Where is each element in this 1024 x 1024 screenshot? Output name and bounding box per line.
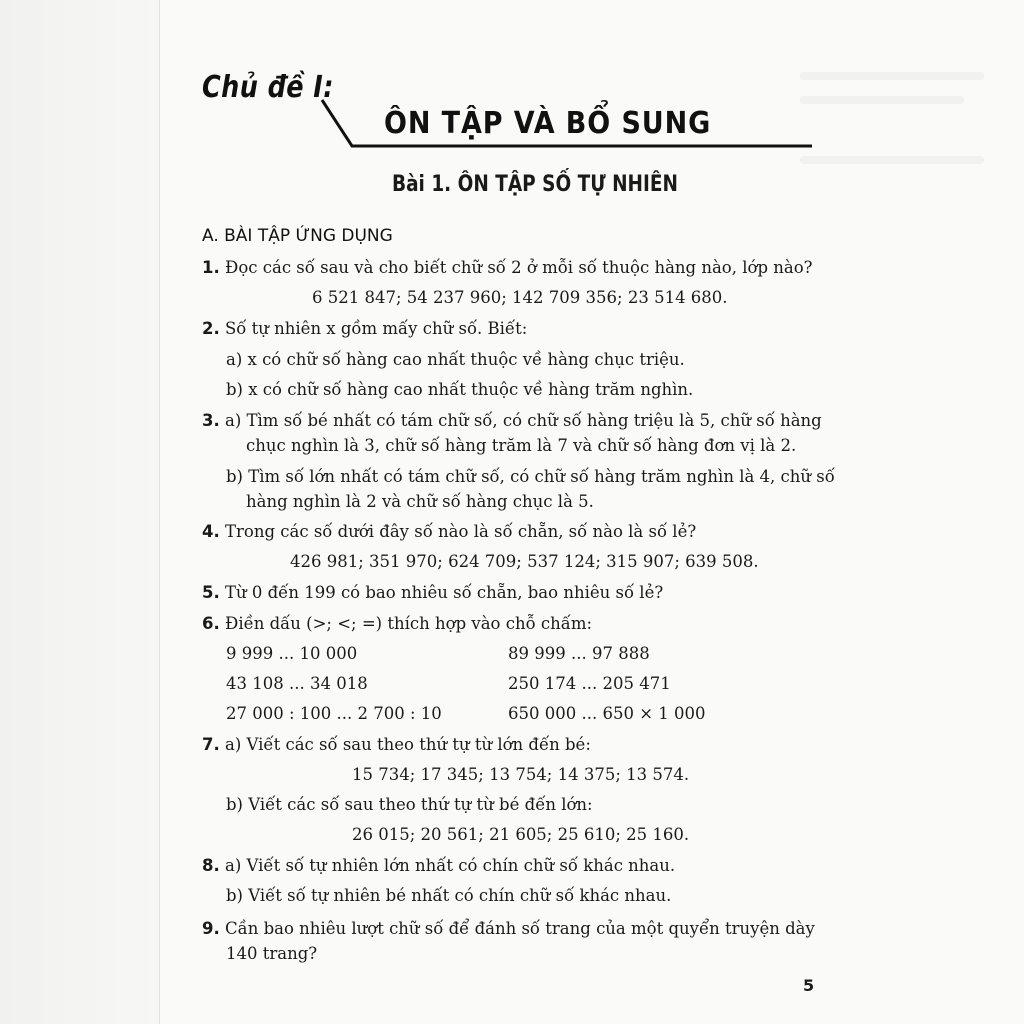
exercise-3a-line1: a) Tìm số bé nhất có tám chữ số, có chữ số hàng triệu là 5, chữ số hàng (225, 411, 822, 430)
exercise-8a (202, 855, 675, 877)
exercise-number: 9. (202, 919, 220, 938)
exercise-7a (202, 734, 591, 756)
exercise-number: 7. (202, 735, 220, 754)
comparison-right-1: 89 999 ... 97 888 (508, 644, 650, 663)
exercise-5 (202, 582, 663, 604)
comparison-left-1: 9 999 ... 10 000 (226, 644, 358, 663)
comparison-right-2: 250 174 ... 205 471 (508, 674, 671, 693)
exercise-number: 1. (202, 258, 220, 277)
exercise-number: 5. (202, 583, 220, 602)
exercise-1-numbers: 6 521 847; 54 237 960; 142 709 356; 23 514 680. (312, 288, 728, 307)
exercise-text: a) Viết các số sau theo thứ tự từ lớn đến bé: (225, 735, 591, 754)
exercise-text: a) Viết số tự nhiên lớn nhất có chín chữ số khác nhau. (225, 856, 676, 875)
exercise-2b: b) x có chữ số hàng cao nhất thuộc về hàng trăm nghìn. (226, 380, 694, 399)
exercise-number: 8. (202, 856, 220, 875)
exercise-4-numbers: 426 981; 351 970; 624 709; 537 124; 315 907; 639 508. (290, 552, 759, 571)
exercise-2 (202, 318, 527, 340)
exercise-text: Đọc các số sau và cho biết chữ số 2 ở mỗi số thuộc hàng nào, lớp nào? (225, 258, 813, 277)
page-number: 5 (803, 976, 815, 995)
exercise-8b: b) Viết số tự nhiên bé nhất có chín chữ số khác nhau. (226, 886, 672, 905)
exercise-2a: a) x có chữ số hàng cao nhất thuộc về hàng chục triệu. (226, 350, 685, 369)
exercise-text: Số tự nhiên x gồm mấy chữ số. Biết: (225, 319, 528, 338)
exercise-text: Điền dấu (>; <; =) thích hợp vào chỗ chấm: (225, 614, 593, 633)
exercise-number: 4. (202, 522, 220, 541)
exercise-7b-numbers: 26 015; 20 561; 21 605; 25 610; 25 160. (352, 825, 690, 844)
exercise-4 (202, 521, 696, 543)
exercise-number: 6. (202, 614, 220, 633)
exercise-6 (202, 613, 592, 635)
chapter-title: ÔN TẬP VÀ BỔ SUNG (384, 106, 712, 141)
exercise-7a-numbers: 15 734; 17 345; 13 754; 14 375; 13 574. (352, 765, 690, 784)
exercise-3b-line1: b) Tìm số lớn nhất có tám chữ số, có chữ số hàng trăm nghìn là 4, chữ số (226, 467, 835, 486)
exercise-9 (202, 918, 815, 940)
comparison-left-3: 27 000 : 100 ... 2 700 : 10 (226, 704, 442, 723)
exercise-7b: b) Viết các số sau theo thứ tự từ bé đến lớn: (226, 795, 593, 814)
exercise-3 (202, 410, 822, 432)
exercise-3b-line2: hàng nghìn là 2 và chữ số hàng chục là 5. (246, 492, 594, 511)
exercise-9-line2: 140 trang? (226, 944, 318, 963)
exercise-text: Cần bao nhiêu lượt chữ số để đánh số trang của một quyển truyện dày (225, 919, 815, 938)
lesson-title: Bài 1. ÔN TẬP SỐ TỰ NHIÊN (392, 172, 678, 197)
chapter-label: Chủ đề I: (202, 70, 334, 105)
comparison-left-2: 43 108 ... 34 018 (226, 674, 368, 693)
exercise-1 (202, 257, 813, 279)
section-title: A. BÀI TẬP ỨNG DỤNG (202, 226, 393, 246)
exercise-number: 2. (202, 319, 220, 338)
exercise-text: Từ 0 đến 199 có bao nhiêu số chẵn, bao nhiêu số lẻ? (225, 583, 664, 602)
comparison-right-3: 650 000 ... 650 × 1 000 (508, 704, 706, 723)
exercise-number: 3. (202, 411, 220, 430)
exercise-3a-line2: chục nghìn là 3, chữ số hàng trăm là 7 và chữ số hàng đơn vị là 2. (246, 436, 797, 455)
exercise-text: Trong các số dưới đây số nào là số chẵn, số nào là số lẻ? (225, 522, 697, 541)
